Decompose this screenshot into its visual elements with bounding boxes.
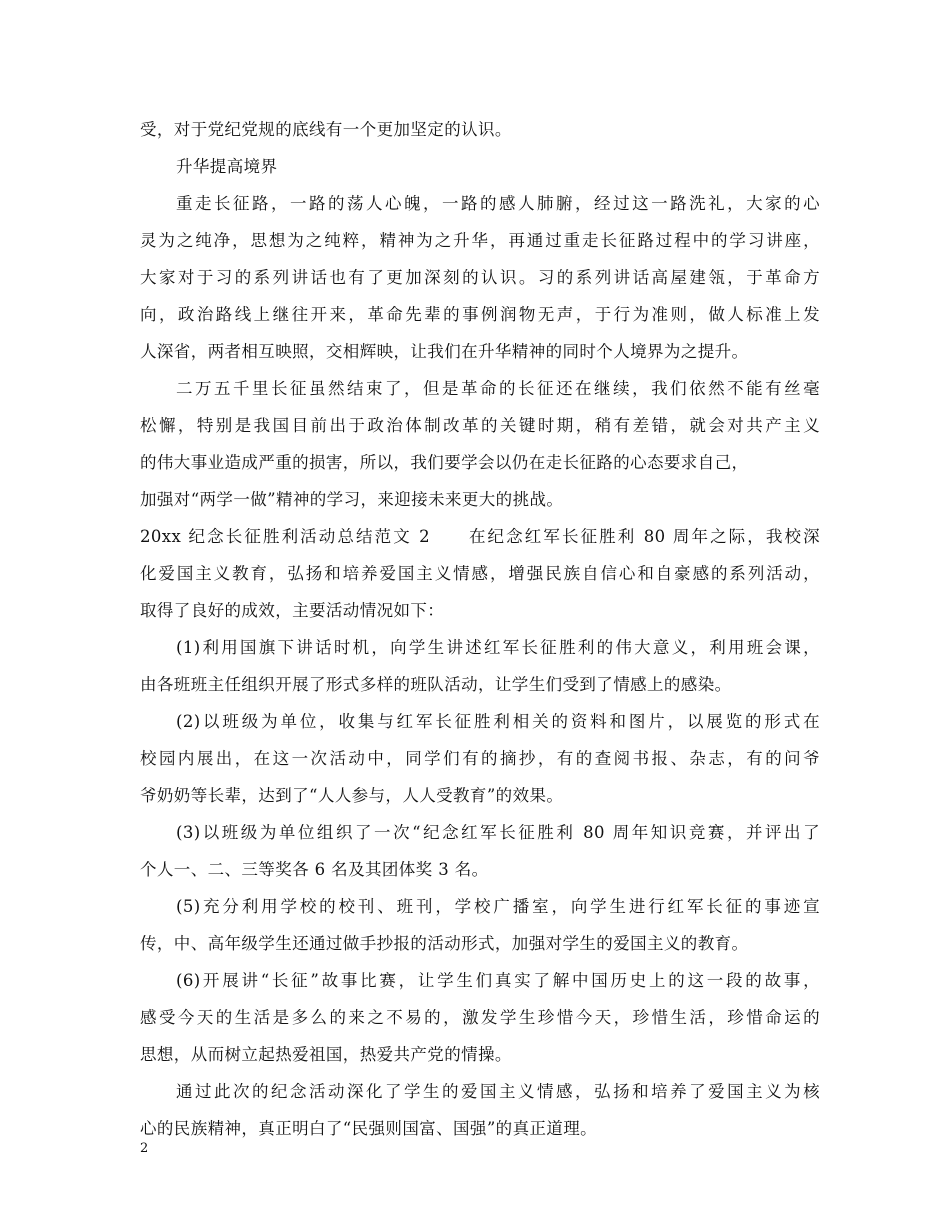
text-line: 爷奶奶等长辈，达到了“人人参与，人人受教育”的效果。 [140, 786, 564, 805]
text-line: 加强对“两学一做”精神的学习，来迎接未来更大的挑战。 [140, 490, 564, 509]
text-line: 受，对于党纪党规的底线有一个更加坚定的认识。 [140, 120, 512, 139]
text-line: (5)充分利用学校的校刊、班刊，学校广播室，向学生进行红军长征的事迹宣 [176, 897, 820, 916]
text-line: 个人一、二、三等奖各 6 名及其团体奖 3 名。 [140, 860, 489, 879]
text-line: (3)以班级为单位组织了一次“纪念红军长征胜利 80 周年知识竞赛，并评出了 [176, 823, 820, 842]
page-number: 2 [140, 1141, 149, 1156]
text-line: (6)开展讲“长征”故事比赛，让学生们真实了解中国历史上的这一段的故事， [176, 971, 820, 990]
text-line: 大家对于习的系列讲话也有了更加深刻的认识。习的系列讲话高屋建瓴，于革命方 [140, 268, 820, 287]
text-line: 思想，从而树立起热爱祖国，热爱共产党的情操。 [140, 1045, 512, 1064]
text-line: 二万五千里长征虽然结束了，但是革命的长征还在继续，我们依然不能有丝毫 [176, 379, 820, 398]
text-line: 人深省，两者相互映照，交相辉映，让我们在升华精神的同时个人境界为之提升。 [140, 342, 749, 361]
text-line: 校园内展出，在这一次活动中，同学们有的摘抄，有的查阅书报、杂志，有的问爷 [140, 749, 820, 768]
text-line: (1)利用国旗下讲话时机，向学生讲述红军长征胜利的伟大意义，利用班会课， [176, 638, 820, 657]
text-line: 通过此次的纪念活动深化了学生的爱国主义情感，弘扬和培养了爱国主义为核 [176, 1082, 820, 1101]
text-line: (2)以班级为单位，收集与红军长征胜利相关的资料和图片，以展览的形式在 [176, 712, 820, 731]
text-line: 20xx 纪念长征胜利活动总结范文 2 在纪念红军长征胜利 80 周年之际，我校深 [140, 527, 820, 546]
text-line: 由各班班主任组织开展了形式多样的班队活动，让学生们受到了情感上的感染。 [140, 675, 732, 694]
text-line: 感受今天的生活是多么的来之不易的，激发学生珍惜今天，珍惜生活，珍惜命运的 [140, 1008, 820, 1027]
text-line: 心的民族精神，真正明白了“民强则国富、国强”的真正道理。 [140, 1119, 598, 1138]
text-line: 向，政治路线上继往开来，革命先辈的事例润物无声，于行为准则，做人标准上发 [140, 305, 820, 324]
text-line: 取得了良好的成效，主要活动情况如下： [140, 601, 445, 620]
section-heading: 升华提高境界 [176, 157, 278, 176]
text-line: 的伟大事业造成严重的损害，所以，我们要学会以仍在走长征路的心态要求自己， [140, 453, 749, 472]
text-line: 化爱国主义教育，弘扬和培养爱国主义情感，增强民族自信心和自豪感的系列活动， [140, 564, 820, 583]
text-line: 灵为之纯净，思想为之纯粹，精神为之升华，再通过重走长征路过程中的学习讲座， [140, 231, 820, 250]
text-line: 松懈，特别是我国目前出于政治体制改革的关键时期，稍有差错，就会对共产主义 [140, 416, 820, 435]
text-line: 重走长征路，一路的荡人心魄，一路的感人肺腑，经过这一路洗礼，大家的心 [176, 194, 820, 213]
text-line: 传，中、高年级学生还通过做手抄报的活动形式，加强对学生的爱国主义的教育。 [140, 934, 749, 953]
